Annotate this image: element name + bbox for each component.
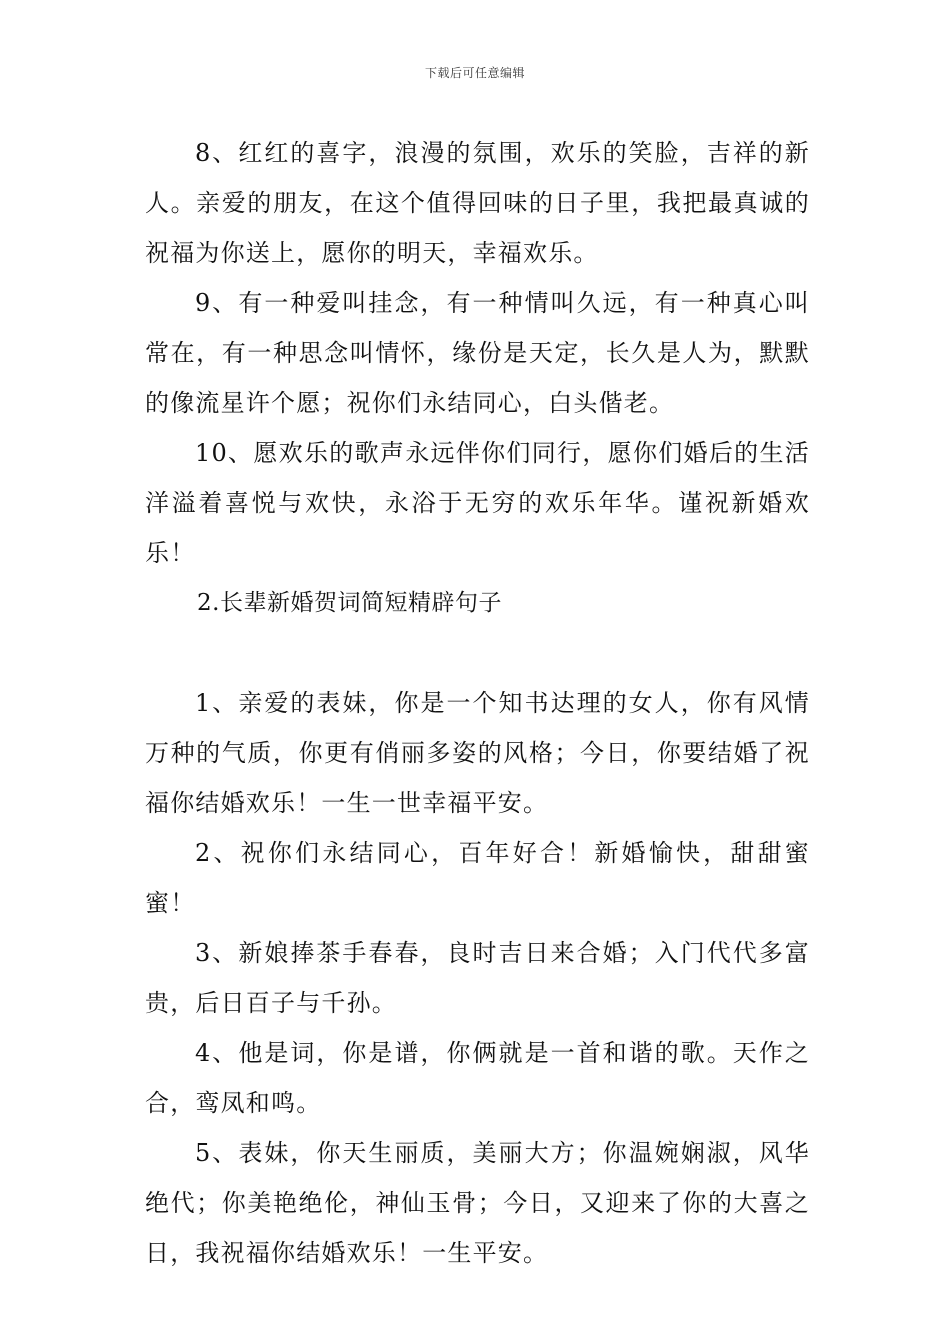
paragraph-9: 9、有一种爱叫挂念，有一种情叫久远，有一种真心叫常在，有一种思念叫情怀，缘份是天定，长久是人为，默默的像流星许个愿；祝你们永结同心，白头偕老。 <box>145 289 810 417</box>
paragraph-5: 5、表妹，你天生丽质，美丽大方；你温婉娴淑，风华绝代；你美艳绝伦，神仙玉骨；今日，又迎来了你的大喜之日，我祝福你结婚欢乐！一生平安。 <box>145 1139 810 1267</box>
paragraph-1: 1、亲爱的表妹，你是一个知书达理的女人，你有风情万种的气质，你更有俏丽多姿的风格；今日，你要结婚了祝福你结婚欢乐！一生一世幸福平安。 <box>145 689 810 817</box>
paragraph-10: 10、愿欢乐的歌声永远伴你们同行，愿你们婚后的生活洋溢着喜悦与欢快，永浴于无穷的欢乐年华。谨祝新婚欢乐！ <box>145 439 810 567</box>
paragraph-3: 3、新娘捧茶手春春，良时吉日来合婚；入门代代多富贵，后日百子与千孙。 <box>145 939 810 1017</box>
paragraph-2: 2、祝你们永结同心，百年好合！新婚愉快，甜甜蜜蜜！ <box>145 839 810 917</box>
paragraph-8: 8、红红的喜字，浪漫的氛围，欢乐的笑脸，吉祥的新人。亲爱的朋友，在这个值得回味的日子里，我把最真诚的祝福为你送上，愿你的明天，幸福欢乐。 <box>145 139 810 267</box>
header-note: 下载后可任意编辑 <box>424 66 525 80</box>
paragraph-4: 4、他是词，你是谱，你俩就是一首和谐的歌。天作之合，鸾凤和鸣。 <box>145 1039 810 1117</box>
section-spacer <box>145 628 810 678</box>
section-heading: 2.长辈新婚贺词简短精辟句子 <box>197 590 502 616</box>
document-body <box>145 128 810 1278</box>
